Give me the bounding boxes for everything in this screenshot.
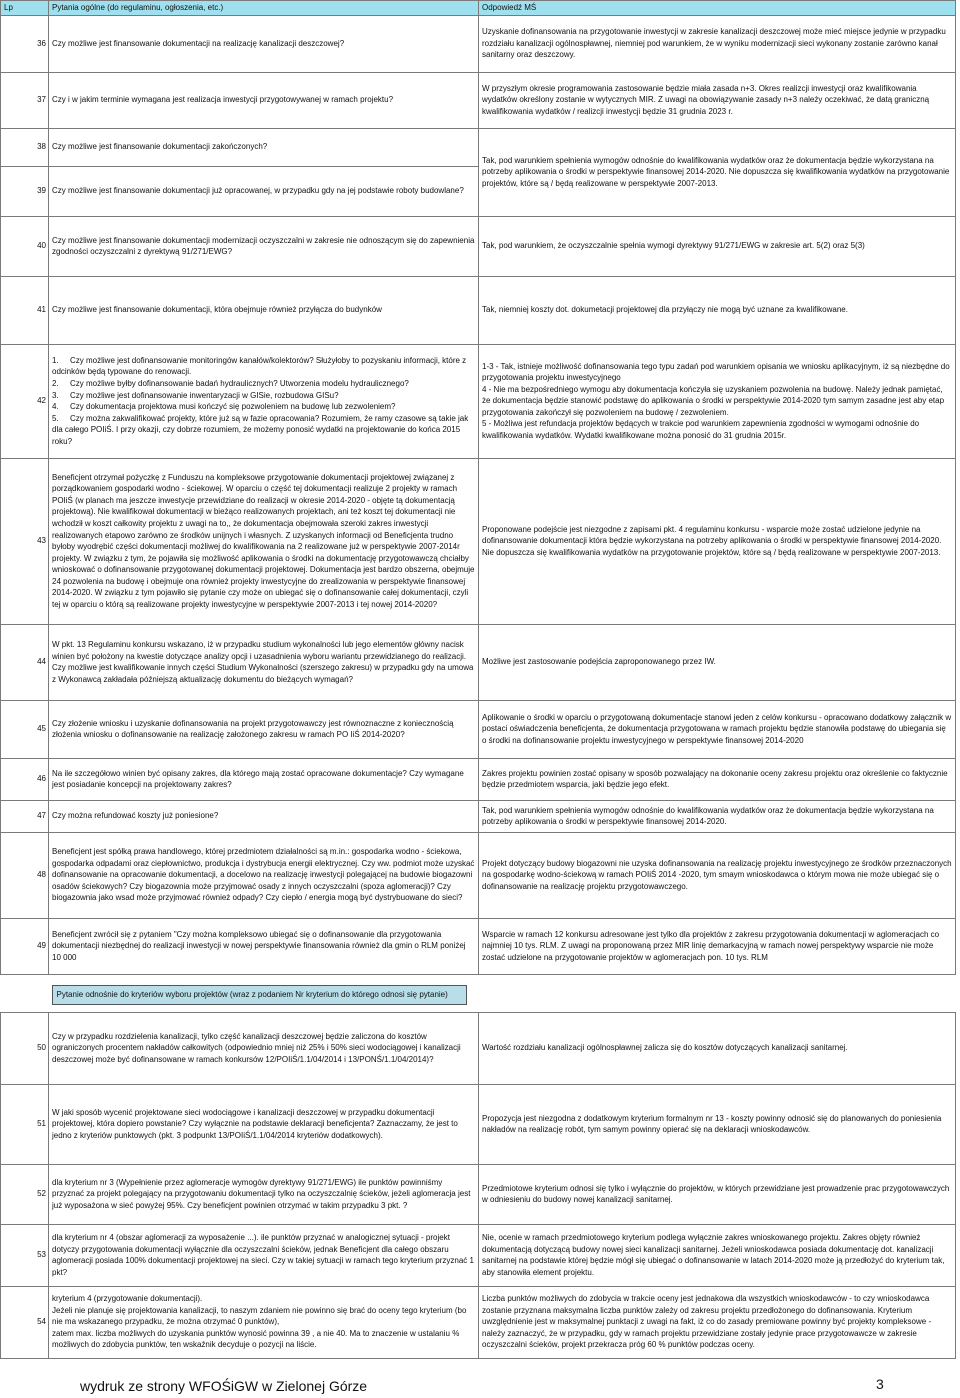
table-row: [1, 128, 956, 166]
table-row: [1, 276, 956, 344]
answer-cell: Aplikowanie o środki w oparciu o przygotowaną dokumentacje stanowi jeden z celów konkursu - opracowano dodatkowy załącznik w postaci oświadczenia beneficjenta, że dokumentacja przygotowana w ramach projektu będzie stanowiła podstawę do ubiegania się o środki na dofinansowanie projektu inwestycyjnego w perspektywie finansowej 2014-2020: [479, 700, 956, 758]
criteria-section-title: Pytanie odnośnie do kryteriów wyboru projektów (wraz z podaniem Nr kryterium do którego odnosi się pytanie): [52, 985, 467, 1005]
question-cell: Czy złożenie wniosku i uzyskanie dofinansowania na projekt przygotowawczy jest równoznaczne z koniecznością złożenia wniosku o dofinansowanie na realizację założonego zakresu w ramach PO IiŚ 2014-2020?: [49, 700, 479, 758]
table-row: [1, 72, 956, 128]
table-row: [1, 15, 956, 72]
answer-cell: [479, 344, 956, 458]
table-row: [1, 1224, 956, 1286]
answer-cell: Wartość rozdziału kanalizacji ogólnospławnej zalicza się do kosztów dotyczących kanalizacji sanitarnej.: [479, 1012, 956, 1084]
section-cell: [49, 974, 956, 1012]
header-answer: Odpowiedź MŚ: [479, 1, 956, 16]
table-header-row: [1, 1, 956, 16]
question-cell: Czy możliwe jest finansowanie dokumentacji zakończonych?: [49, 128, 479, 166]
answer-cell: Przedmiotowe kryterium odnosi się tylko i wyłącznie do projektów, w których przewidziane jest prowadzenie prac przygotowawczych w odniesieniu do budowy nowej kanalizacji sanitarnej.: [479, 1164, 956, 1224]
answer-line: 5 - Możliwa jest refundacja projektów będących w trakcie pod warunkiem zapewnienia zgodności w wymogami odnośnie do kwalifikowania wydatków. Wydatki kwalifikowane można ponosić do 31 grudnia 2015r.: [482, 419, 920, 441]
table-row: [1, 918, 956, 974]
row-number: 51: [1, 1084, 49, 1164]
row-number: 36: [1, 15, 49, 72]
answer-cell: Liczba punktów możliwych do zdobycia w trakcie oceny jest jednakowa dla wszystkich wnioskodawców - to czy wnioskodawca zostanie przyznana maksymalna liczba punktów zależy od zakresu projektu przedłożonego do dofinansowania. Kryterium uwzględnienie jest w maksymalnej punktacji z uwagi na fakt, iż co do zasady premiowane powinny być projekty kompleksowe - należy zaznaczyć, że w przypadku, gdy w ramach projektu przewidziane zostały jedynie prace przygotowawcze w zakresie oczyszczalni ścieków, projekt przekracza próg 60 % punktów podczas oceny.: [479, 1286, 956, 1358]
question-cell: [49, 344, 479, 458]
question-cell: W pkt. 13 Regulaminu konkursu wskazano, iż w przypadku studium wykonalności lub jego elementów główny nacisk winien być położony na kwestie dotyczące analizy opcji i uzasadnienia wyboru wariantu przewidzianego do realizacji. Czy możliwe jest kwalifikowanie innych części Studium Wykonalności (szerszego zakresu) w przypadku gdy na umowa z Wykonawcą zakładała późniejszą aktualizację dokumentu do bieżących wymagań?: [49, 624, 479, 700]
question-item: 5. Czy można zakwalifikować projekty, które już są w fazie opracowania? Rozumiem, że ramy czasowe są takie jak dla całego POIiŚ. I przy okazji, czy dobrze rozumiem, że możemy ponosić wydatki na projektowanie do końca 2015 roku?: [52, 413, 469, 446]
answer-cell: Uzyskanie dofinansowania na przygotowanie inwestycji w zakresie kanalizacji deszczowej może mieć miejsce jedynie w przypadku rozdziału kanalizacji ogólnospławnej, niemniej pod warunkiem, że w wyniku modernizacji sieci wykonany zostanie zarówno kanał sanitarny oraz deszczowy.: [479, 15, 956, 72]
question-cell: kryterium 4 (przygotowanie dokumentacji). Jeżeli nie planuje się projektowania kanalizacji, to naszym zdaniem nie powinno się brać do oceny tego kryterium (bo nie ma wskazanego przypadku, że można otrzymać 0 punktów), zatem max. liczba możliwych do uzyskania punktów wynosić powinna 39 , a nie 40. Ma to znaczenie w ustalaniu % możliwych do zdobycia punktów, ten wskaźnik decyduje o pozycji na liście.: [49, 1286, 479, 1358]
row-number: 39: [1, 166, 49, 216]
answer-cell: Zakres projektu powinien zostać opisany w sposób pozwalający na dokonanie oceny zakresu projektu oraz określenie co faktycznie będzie przedmiotem wsparcia, jaki będzie jego efekt.: [479, 758, 956, 800]
row-number: 43: [1, 458, 49, 624]
table-row: [1, 1084, 956, 1164]
header-question: Pytania ogólne (do regulaminu, ogłoszenia, etc.): [49, 1, 479, 16]
question-cell: dla kryterium nr 3 (Wypełnienie przez aglomeracje wymogów dyrektywy 91/271/EWG) ile punktów powinniśmy przyznać za projekt polegający na przygotowaniu dokumentacji tylko na oczyszczalnię ścieków, jeżeli aglomeracja jest już wyposażona w sieć powyżej 95%. Czy beneficjent powinien otrzymać w takim przypadku 3 pkt. ?: [49, 1164, 479, 1224]
row-number: 40: [1, 216, 49, 276]
table-row: [1, 216, 956, 276]
header-lp: Lp: [1, 1, 49, 16]
section-spacer: [1, 974, 49, 1012]
row-number: 47: [1, 800, 49, 832]
answer-cell: Tak, pod warunkiem, że oczyszczalnie spełnia wymogi dyrektywy 91/271/EWG w zakresie art. 5(2) oraz 5(3): [479, 216, 956, 276]
question-cell: Czy możliwe jest finansowanie dokumentacji już opracowanej, w przypadku gdy na jej podstawie roboty budowlane?: [49, 166, 479, 216]
answer-cell: Możliwe jest zastosowanie podejścia zaproponowanego przez IW.: [479, 624, 956, 700]
row-number: 49: [1, 918, 49, 974]
answer-cell: Propozycja jest niezgodna z dodatkowym kryterium formalnym nr 13 - koszty powinny odnosić się do planowanych do poniesienia nakładów na realizację robót, tym samym powinny opierać się na deklaracji wnioskodawców.: [479, 1084, 956, 1164]
question-cell: Beneficjent zwrócił się z pytaniem "Czy można kompleksowo ubiegać się o dofinansowanie dla przygotowania dokumentacji niezbędnej do realizacji inwestycji w nowej perspektywie finansowania również dla gmin o RLM poniżej 10 000: [49, 918, 479, 974]
question-item: 2. Czy możliwe byłby dofinansowanie badań hydraulicznych? Utworzenia modelu hydraulicznego?: [52, 378, 409, 388]
table-row: [1, 1286, 956, 1358]
answer-cell: Tak, pod warunkiem spełnienia wymogów odnośnie do kwalifikowania wydatków oraz że dokumentacja będzie wykorzystana na potrzeby aplikowania o środki w perspektywie finansowej 2014-2020. Nie dopuszcza się kwalifikowania wydatków na przygotowanie projektów, które są / będą realizowane w perspektywie 2007-2013.: [479, 128, 956, 216]
row-number: 42: [1, 344, 49, 458]
table-row: [1, 800, 956, 832]
answer-cell: Tak, niemniej koszty dot. dokumetacji projektowej dla przyłączy nie mogą być uznane za kwalifikowane.: [479, 276, 956, 344]
question-cell: Czy możliwe jest finansowanie dokumentacji modernizacji oczyszczalni w zakresie nie odnoszącym się do zapewnienia zgodności oczyszczalni z dyrektywą 91/271/EWG?: [49, 216, 479, 276]
question-item: 3. Czy możliwe jest dofinansowanie inwentaryzacji w GISie, rozbudowa GISu?: [52, 390, 339, 400]
table-row: [1, 1164, 956, 1224]
answer-cell: Nie, ocenie w ramach przedmiotowego kryterium podlega wyłącznie zakres wnioskowanego projektu. Zakres objęty również dokumentacją dotyczącą budowy nowej sieci kanalizacji sanitarnej. Jeżeli wnioskodawca posiada dokumentację dot. kanalizacji sanitarnej na podstawie której będzie mógł się ubiegać o dofinansowanie w latach 2014-2020 może ją przedłożyć do kryterium tak, aby stanowiła element projektu.: [479, 1224, 956, 1286]
row-number: 37: [1, 72, 49, 128]
question-cell: Czy możliwe jest finansowanie dokumentacji na realizację kanalizacji deszczowej?: [49, 15, 479, 72]
row-number: 52: [1, 1164, 49, 1224]
row-number: 53: [1, 1224, 49, 1286]
table-row: [1, 832, 956, 918]
table-row: [1, 624, 956, 700]
page-number: 3: [876, 1376, 884, 1392]
answer-line: 4 - Nie ma bezpośredniego wymogu aby dokumentacja kończyła się uzyskaniem pozwolenia na budowę. Należy jednak pamiętać, że dokumentacja będzie stanowić podstawę do aplikowania o środki w perspektywie 2014-2020 tym samym zasadne jest aby etap przygotowania zakończył się pozwoleniem na budowę / zezwoleniem.: [482, 384, 945, 417]
answer-cell: W przyszłym okresie programowania zastosowanie będzie miała zasada n+3. Okres realizcji inwestycji oraz kwalifikowania wydatków określony zostanie w wytycznych MIR. Z uwagi na obowiązywanie zasady n+3 należy oczekiwać, że datą graniczną kwalifikowania wydatków / realizcji inwestycji będzie 31 grudnia 2023 r.: [479, 72, 956, 128]
answer-cell: Tak, pod warunkiem spełnienia wymogów odnośnie do kwalifikowania wydatków oraz że dokumentacja będzie wykorzystana na potrzeby aplikowania o środki w perspektywie finansowej 2014-2020.: [479, 800, 956, 832]
question-item: 4. Czy dokumentacja projektowa musi kończyć się pozwoleniem na budowę lub zezwoleniem?: [52, 402, 396, 412]
table-row: [1, 700, 956, 758]
question-cell: Na ile szczegółowo winien być opisany zakres, dla którego mają zostać opracowane dokumentacje? Czy wymagane jest posiadanie koncepcji na projektowany zakres?: [49, 758, 479, 800]
question-cell: dla kryterium nr 4 (obszar aglomeracji za wyposażenie ...). ile punktów przyznać w analogicznej sytuacji - projekt dotyczy przygotowania dokumentacji wyłącznie dla oczyszczalni ścieków, jednak Beneficjent dla całego obszaru aglomeracji posiada 100% dokumentacji projektowej na sieci. Czy w takiej sytuacji w ramach tego kryterium przyznać 1 pkt?: [49, 1224, 479, 1286]
question-cell: Czy można refundować koszty już poniesione?: [49, 800, 479, 832]
row-number: 45: [1, 700, 49, 758]
table-row: [1, 758, 956, 800]
footer-source-text: wydruk ze strony WFOŚiGW w Zielonej Górze: [80, 1378, 368, 1394]
row-number: 41: [1, 276, 49, 344]
answer-cell: Proponowane podejście jest niezgodne z zapisami pkt. 4 regulaminu konkursu - wsparcie może zostać udzielone jedynie na dofinansowanie dokumentacji która będzie wykorzystana na potrzeby aplikowania o środki w perspektywie finansowej 2014-2020. Nie dopuszcza się kwalifikowania wydatków na przygotowanie projektów, które są / będą realizowane w perspektywie 2007-2013.: [479, 458, 956, 624]
section-row: [1, 974, 956, 1012]
row-number: 38: [1, 128, 49, 166]
table-row: [1, 344, 956, 458]
question-cell: Czy w przypadku rozdzielenia kanalizacji, tylko część kanalizacji deszczowej będzie zaliczona do kosztów ograniczonych procentem nakładów całkowitych (odpowiednio mniej niż 25% i 50% sieci wodociągowej i kanalizacji deszczowej może być dofinansowane w ramach konkursów 12/POIiŚ/1.1/04/2014 i 13/PONŚ/1.1/04/2014)?: [49, 1012, 479, 1084]
question-cell: Beneficjent otrzymał pożyczkę z Funduszu na kompleksowe przygotowanie dokumentacji projektowej związanej z porządkowaniem gospodarki wodno - ściekowej. W oparciu o część tej dokumentacji realizuje 2 projekty w ramach POIiŚ (w planach ma jeszcze inwestycje przewidziane do realizacji w okresie 2014-2020 - objęte tą dokumentacją projektową). Nie kwalifikował dokumentacji w bieżąco realizowanych projektach, ani też koszt tej dokumentacji nie wchodził w koszt całkowity projektu z uwagi na to,, że dokumentacja obejmowała szeroki zakres inwestycji realizowanych etapowo zarówno ze środków unijnych i własnych. Z uzyskanych informacji od Beneficjenta trudno byłoby wyodrębić części dokumentacji możliwej do kwalifikowania na 2 realizowane już w perspektywie 2007-2014r projekty. W związku z tym, że pojawiła się możliwość aplikowania o środki na dokumentację przygotowawczą chciałby wnioskować o dofinansowanie przygotowanej dokumentacji projektowej. Dokumentacja jest bardzo obszerna, obejmuje 24 pozwolenia na budowę i obejmuje ona również projekty inwestycyjne do zrealizowania w perspektywie finansowej 2014-2020. W związku z tym pojawiło się pytanie czy może on ubiegać się o dofinansowanie całej dokumentacji, czyli tej w oparciu o którą są realizowane projekty inwestycyjne w perspektywie 2007-2013 i tej nowej 2014-2020?: [49, 458, 479, 624]
question-cell: W jaki sposób wycenić projektowane sieci wodociągowe i kanalizacji deszczowej w przypadku dokumentacji projektowej, która dopiero powstanie? Czy wyłącznie na podstawie deklaracji beneficjenta? Zaznaczamy, że jest to jedno z kryteriów punktowych (pkt. 3 podpunkt 13/POIiŚ/1.1/04/2014 kryteriów dodatkowych).: [49, 1084, 479, 1164]
question-cell: Beneficjent jest spółką prawa handlowego, której przedmiotem działalności są m.in.: gospodarka wodno - ściekowa, gospodarka odpadami oraz ciepłownictwo, produkcja i dystrybucja energii elektrycznej. Czy ww. podmiot może uzyskać dofinansowanie na opracowanie dokumentacji, a docelowo na realizację inwestycji polegającej na budowie biogazowni osadów ściekowych? Czy biogazownia może przyjmować osady z innych oczyszczalni (spoza aglomeracji)? Czy biogazownia jako wsad może przyjmować również odpady? Czy ciepło / energia mogą być dystrybuowane do sieci?: [49, 832, 479, 918]
question-item: 1. Czy możliwe jest dofinansowanie monitoringów kanałów/kolektorów? Służyłoby to pozyskaniu informacji, które z odcinków będą typowane do renowacji.: [52, 355, 467, 377]
table-row: [1, 458, 956, 624]
question-cell: Czy i w jakim terminie wymagana jest realizacja inwestycji przygotowywanej w ramach projektu?: [49, 72, 479, 128]
row-number: 54: [1, 1286, 49, 1358]
table-row: [1, 1012, 956, 1084]
question-cell: Czy możliwe jest finansowanie dokumentacji, która obejmuje również przyłącza do budynków: [49, 276, 479, 344]
row-number: 44: [1, 624, 49, 700]
answer-line: 1-3 - Tak, istnieje możliwość dofinansowania tego typu zadań pod warunkiem opisania we wniosku aplikacyjnym, iż są niezbędne do przygotowania projektu inwestycyjnego: [482, 361, 950, 383]
answer-cell: Projekt dotyczący budowy biogazowni nie uzyska dofinansowania na realizację projektu inwestycyjnego ze środków przeznaczonych na gospodarkę wodno-ściekową w ramach POIiŚ 2014 -2020, tym smaym wnioskodawca o którym mowa nie może ubiegać się o dofinansowanie na realizację projektu przygotowawczego.: [479, 832, 956, 918]
row-number: 50: [1, 1012, 49, 1084]
row-number: 46: [1, 758, 49, 800]
answer-cell: Wsparcie w ramach 12 konkursu adresowane jest tylko dla projektów z zakresu przygotowania dokumentacji w aglomeracjach co najmniej 10 tys. RLM. Z uwagi na proponowaną przez MIR linię demarkacyjną w ramach nowej perspektywy wsparcie nie może zostać udzielone na przygotowanie projektów w aglomeracjach pon. 10 tys. RLM: [479, 918, 956, 974]
row-number: 48: [1, 832, 49, 918]
